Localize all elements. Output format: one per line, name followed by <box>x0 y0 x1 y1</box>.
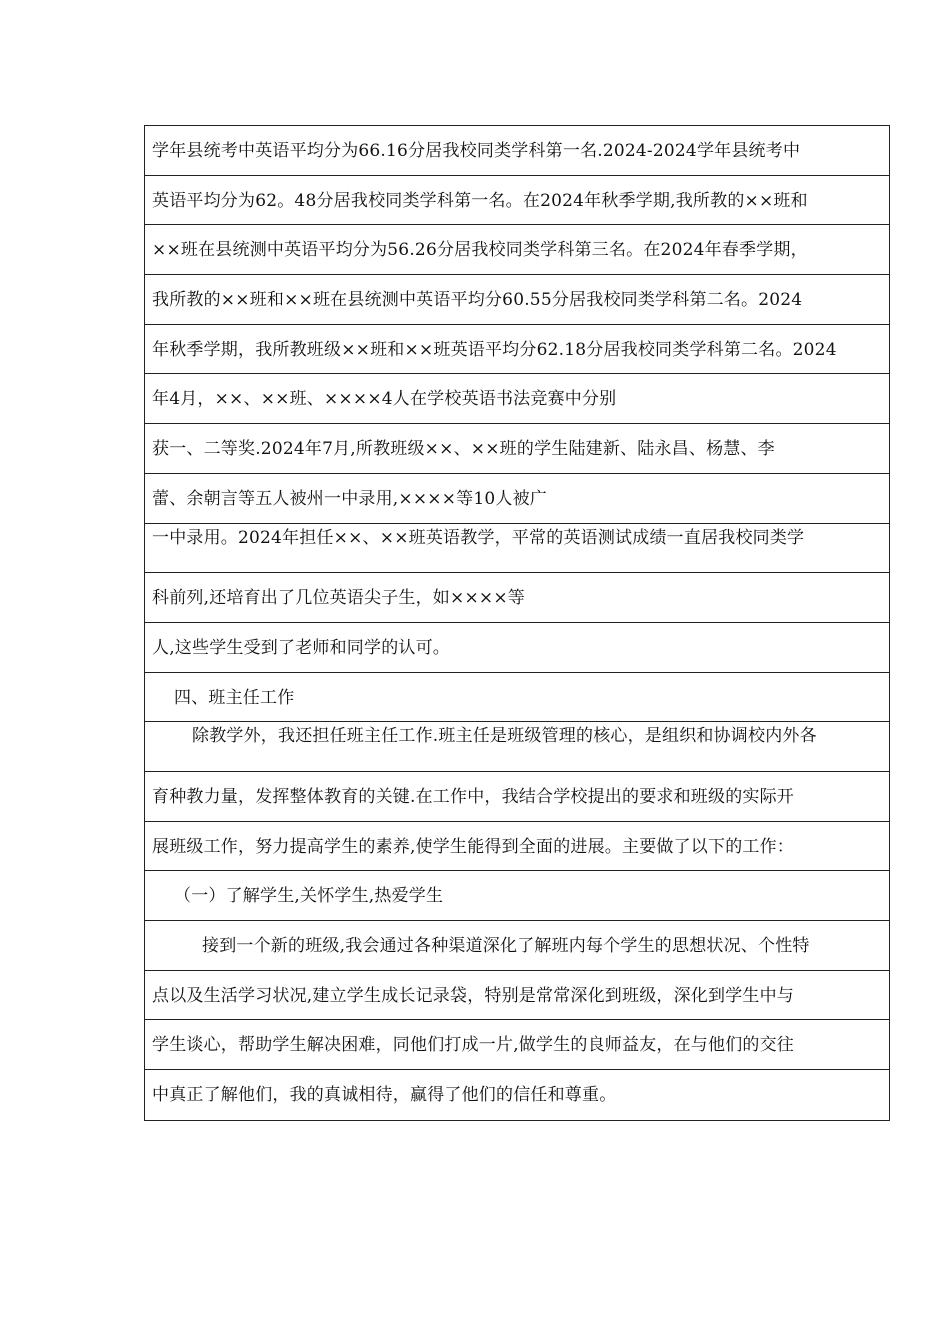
text-line: 人,这些学生受到了老师和同学的认可。 <box>152 637 451 658</box>
subsection-heading: （一）了解学生,关怀学生,热爱学生 <box>174 886 444 907</box>
section-heading: 四、班主任工作 <box>174 687 295 708</box>
text-line: ××班在县统测中英语平均分为56.26分居我校同类学科第三名。在2024年春季学期， <box>152 240 808 261</box>
table-row <box>145 623 889 673</box>
text-line: 育种教力量，发挥整体教育的关键.在工作中，我结合学校提出的要求和班级的实际开 <box>152 786 795 807</box>
table-row <box>145 673 889 723</box>
text-line: 科前列,还培育出了几位英语尖子生，如××××等 <box>152 588 525 609</box>
table-row <box>145 275 889 325</box>
table-row <box>145 772 889 822</box>
text-line: 学生谈心，帮助学生解决困难，同他们打成一片,做学生的良师益友，在与他们的交往 <box>152 1035 795 1056</box>
table-row <box>145 822 889 872</box>
table-row <box>145 126 889 176</box>
table-row <box>145 971 889 1021</box>
table-row <box>145 524 889 574</box>
text-line: 蕾、余朝言等五人被州一中录用,××××等10人被广 <box>152 488 548 509</box>
table-row <box>145 176 889 226</box>
table-row <box>145 325 889 375</box>
table-row <box>145 871 889 921</box>
document-table <box>144 125 890 1121</box>
text-line: 中真正了解他们，我的真诚相待，赢得了他们的信任和尊重。 <box>152 1085 617 1106</box>
text-line: 英语平均分为62。48分居我校同类学科第一名。在2024年秋季学期,我所教的××班和 <box>152 190 808 211</box>
text-line: 点以及生活学习状况,建立学生成长记录袋，特别是常常深化到班级，深化到学生中与 <box>152 985 795 1006</box>
text-line: 我所教的××班和××班在县统测中英语平均分60.55分居我校同类学科第二名。2024 <box>152 290 803 311</box>
table-row <box>145 722 889 772</box>
table-row <box>145 424 889 474</box>
table-row <box>145 573 889 623</box>
table-row <box>145 1070 889 1120</box>
text-line: 年4月，××、××班、××××4人在学校英语书法竞赛中分别 <box>152 389 617 410</box>
text-line: 获一、二等奖.2024年7月,所教班级××、××班的学生陆建新、陆永昌、杨慧、李 <box>152 439 775 460</box>
text-line: 除教学外，我还担任班主任工作.班主任是班级管理的核心，是组织和协调校内外各 <box>192 726 817 747</box>
table-row <box>145 474 889 524</box>
text-line: 接到一个新的班级,我会通过各种渠道深化了解班内每个学生的思想状况、个性特 <box>202 936 810 956</box>
text-line: 展班级工作，努力提高学生的素养,使学生能得到全面的进展。主要做了以下的工作： <box>152 836 795 857</box>
table-row <box>145 374 889 424</box>
text-line: 年秋季学期，我所教班级××班和××班英语平均分62.18分居我校同类学科第二名。2024 <box>152 339 837 360</box>
table-row <box>145 1020 889 1070</box>
table-row <box>145 921 889 971</box>
text-line: 学年县统考中英语平均分为66.16分居我校同类学科第一名.2024-2024学年县统考中 <box>152 141 801 161</box>
table-row <box>145 225 889 275</box>
text-line: 一中录用。2024年担任××、××班英语教学，平常的英语测试成绩一直居我校同类学 <box>152 527 805 548</box>
